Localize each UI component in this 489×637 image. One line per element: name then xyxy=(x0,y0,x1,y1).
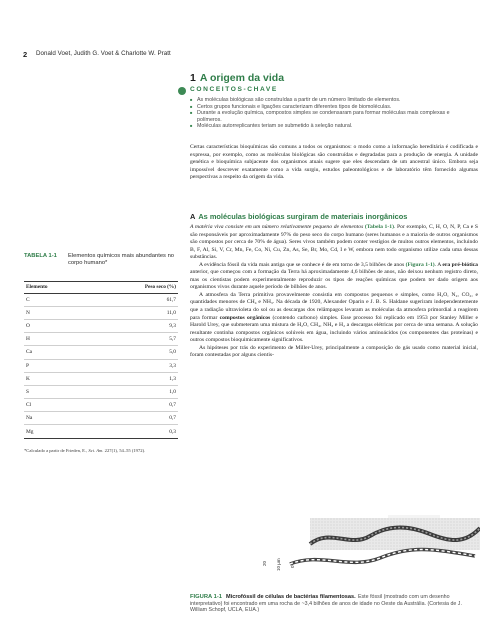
table-footnote xyxy=(24,448,178,454)
interpretive-drawing-cells xyxy=(290,550,475,565)
section-title: As moléculas biológicas surgiram de materiais inorgânicos xyxy=(198,212,408,221)
table-cell-weight: 1,3 xyxy=(169,375,176,382)
figure-caption-text: Este fóssil (mostrado com um desenho interpretativo) foi encontrado em uma rocha de ~3,4 bilhões de anos de idade no Oeste da Austrália. (Cortesia de J. William Schopf, UCLA, EUA.) xyxy=(190,594,462,614)
table-cell-element: H xyxy=(26,336,30,343)
table-row xyxy=(24,399,178,412)
elements-table xyxy=(24,281,178,438)
key-concept-item: ■ As moléculas biológicas são construídas a partir de um número limitado de elementos. xyxy=(190,97,470,104)
key-concept-item: ■ Moléculas autorreplicantes teriam se submetido à seleção natural. xyxy=(190,123,470,130)
table-cell-weight: 9,3 xyxy=(169,323,176,330)
running-header-authors: Donald Voet, Judith G. Voet & Charlotte W. Pratt xyxy=(36,50,171,57)
section-letter: A xyxy=(190,212,196,221)
table-cell-weight: 1,0 xyxy=(169,389,176,395)
table-row xyxy=(24,307,178,320)
table-cell-element: C xyxy=(26,296,30,303)
table-caption: Elementos químicos mais abundantes no corpo humano* xyxy=(68,253,175,266)
footnote-journal: Sci. Am. xyxy=(88,448,104,453)
paragraph-text: A evidência fóssil da vida mais antiga que se conhece é de em torno de 3,5 bilhões de anos xyxy=(199,261,406,268)
key-concepts-marker-icon xyxy=(178,87,186,95)
microfossil-figure xyxy=(270,518,480,574)
paragraph xyxy=(190,292,478,345)
table-row xyxy=(24,360,178,373)
figure-reference-link[interactable]: (Figura 1-1) xyxy=(405,261,435,268)
table-cell-element: P xyxy=(26,362,29,369)
chapter-number: 1 xyxy=(190,72,196,84)
figure-axis-label: 20 xyxy=(262,560,267,566)
table-row xyxy=(24,373,178,386)
footnote-text: 227(1), 54–55 (1972). xyxy=(103,448,146,453)
table-cell-element: K xyxy=(26,375,30,382)
table-cell-element: N xyxy=(26,309,30,316)
key-term: era pré-biótica xyxy=(442,261,479,268)
table-cell-weight: 0,7 xyxy=(169,402,176,409)
key-concept-item: ■ Durante a evolução química, compostos simples se condensaram para formar moléculas mais complexas e polímeros. xyxy=(190,110,470,123)
figure-axis-label: 0 xyxy=(290,565,295,568)
table-reference-link[interactable]: (Tabela 1-1) xyxy=(364,224,394,230)
micrograph-background xyxy=(310,518,480,550)
table-header-weight: Peso seco (%) xyxy=(144,284,176,291)
italic-lead: A matéria viva consiste em um número relativamente pequeno de elementos xyxy=(190,224,364,230)
table-cell-weight: 61,7 xyxy=(166,296,176,303)
table-label: TABELA 1-1 xyxy=(24,253,57,259)
table-cell-element: Mg xyxy=(26,428,34,435)
table-cell-weight: 11,0 xyxy=(166,309,176,316)
figure-label: FIGURA 1-1 xyxy=(190,594,222,600)
key-concept-item: ■ Certos grupos funcionais e ligações caracterizam diferentes tipos de biomoléculas. xyxy=(190,104,470,111)
table-cell-element: Cl xyxy=(26,402,32,409)
page-number: 2 xyxy=(23,50,28,59)
figure-title: Microfóssil de células de bactérias filamentosas. xyxy=(226,594,356,600)
table-cell-element: S xyxy=(26,389,29,395)
table-cell-element: Na xyxy=(26,415,33,422)
table-cell-element: Ca xyxy=(26,349,32,356)
paragraph xyxy=(190,262,478,292)
chapter-title: A origem da vida xyxy=(199,72,285,84)
paragraph-text: . A xyxy=(434,261,443,268)
footnote-text: *Calculado a partir de Frieden, E., xyxy=(24,448,89,453)
figure-axis-label: 10 μm xyxy=(276,558,281,571)
intro-paragraph: Certas características bioquímicas são comuns a todos os organismos: o modo como a informação hereditária é codificada e expressa, por exemplo, como as moléculas biológicas são construídas e degradadas para a produção de energia. A unidade genética e bioquímica subjacente dos organismos atuais sugere que eles descendam de um ancestral único. Embora seja impossível descrever exatamente como a vida surgiu, estudos paleontológicos e de laboratório têm fornecido algumas perspectivas a respeito da origem da vida. xyxy=(190,144,478,181)
table-header-row xyxy=(24,282,178,293)
table-row xyxy=(24,294,178,307)
table-body xyxy=(24,294,178,438)
paragraph-text: anterior, que começou com a formação da Terra há aproximadamente 4,6 bilhões de anos, não deixou nenhum registro direto, mas os cientistas podem experimentalmente reproduzir os tipos de reações químicas que podem ter dado origem aos organismos vivos durante aquele período de bilhões de anos. xyxy=(190,269,478,291)
chapter-heading xyxy=(190,72,284,84)
table-cell-weight: 0,7 xyxy=(169,415,176,422)
key-concepts-list xyxy=(190,97,470,130)
table-cell-weight: 0,3 xyxy=(169,428,176,435)
table-row xyxy=(24,333,178,346)
table-cell-weight: 5,7 xyxy=(169,336,176,343)
paragraph xyxy=(190,224,478,262)
paragraph: As hipóteses por trás do experimento de Miller-Urey, principalmente a composição do gás usado como material inicial, foram contestadas por alguns cientis- xyxy=(190,344,478,359)
table-cell-weight: 3,3 xyxy=(169,362,176,369)
table-cell-weight: 5,0 xyxy=(169,349,176,356)
paragraph-text: . Por exemplo, C, H, O, N, P, Ca e S são responsáveis por aproximadamente 97% do peso seco do corpo humano (seres humanos e a maioria de outros organismos são compostos por cerca de 70% de água). Seres vivos também podem conter vestígios de muitos outros elementos, incluindo B, F, Al, Si, V, Cr, Mn, Fe, Co, Ni, Cu, Zn, As, Se, Br, Mo, Cd, I e W, embora nem todo organismo utilize cada uma dessas substâncias. xyxy=(190,224,478,261)
paragraph-text: A atmosfera da Terra primitiva provavelmente consistia em compostos pequenos e simples, como H₂O, N₂, CO₂, e quantidades menores de CH₄ e NH₃. Na década de 1920, Alexander Oparin e J. B. S. Haldane sugeriram independentemente que a radiação ultravioleta do sol ou as descargas dos relâmpagos levaram as moléculas da atmosfera primordial a reagirem para formar xyxy=(190,291,478,321)
table-row xyxy=(24,320,178,333)
table-row xyxy=(24,412,178,425)
table-cell-element: O xyxy=(26,323,30,330)
table-row xyxy=(24,425,178,437)
paragraph-text: (contendo carbono) simples. Esse processo foi replicado em 1953 por Stanley Miller e Harold Urey, que submeteram uma mistura de H₂O, CH₄, NH₃ e H₂ a descargas elétricas por cerca de uma semana. A solução resultante continha compostos orgânicos solúveis em água, incluindo vários aminoácidos (os componentes das proteínas) e outros compostos bioquimicamente significativos. xyxy=(190,314,478,344)
table-rule xyxy=(24,438,178,439)
section-heading xyxy=(190,212,407,221)
section-body xyxy=(190,224,478,360)
key-concepts-title: CONCEITOS-CHAVE xyxy=(190,86,278,93)
table-row xyxy=(24,346,178,359)
table-row xyxy=(24,386,178,399)
key-term: compostos orgânicos xyxy=(219,314,271,321)
table-header-element: Elemento xyxy=(26,284,48,291)
